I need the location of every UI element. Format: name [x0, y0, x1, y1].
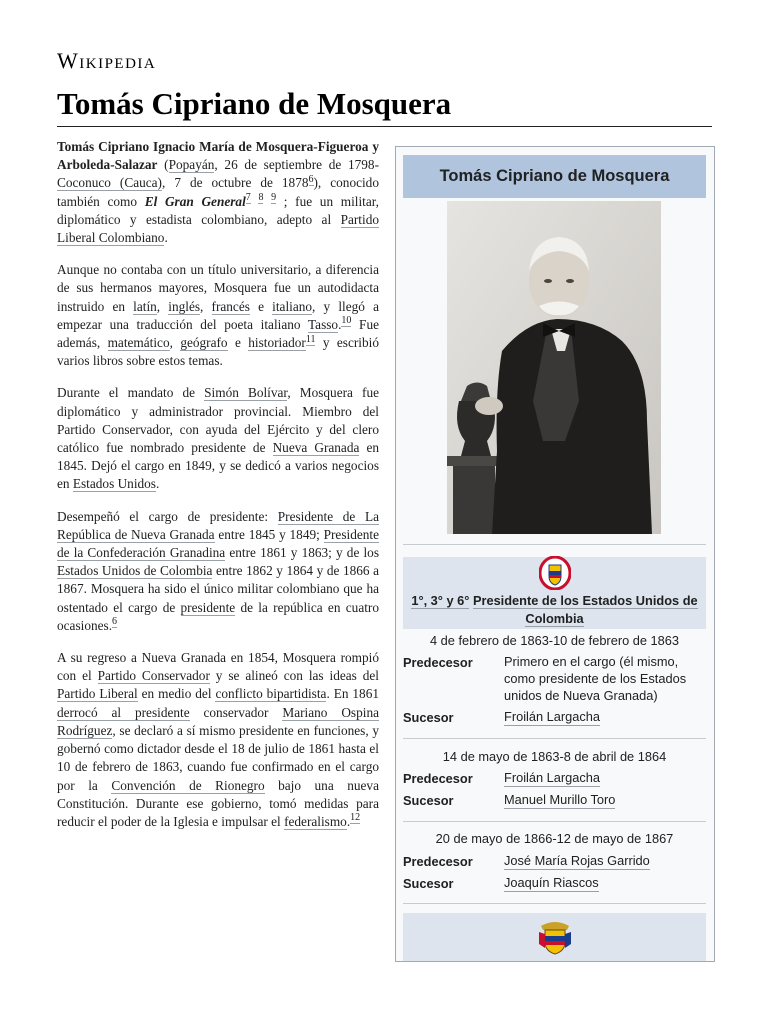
- link-partido-conservador[interactable]: Partido Conservador: [97, 668, 210, 684]
- infobox-divider: [403, 738, 706, 739]
- text: , Mosquera fue diplomático y administrador provincial. Miembro del Partido Conservador, con ayuda del Ejército y del clero católico fue nombrado presidente de: [57, 385, 379, 456]
- text: en 1845. Dejó el cargo en 1849, y se dedicó a varios negocios en: [57, 440, 380, 492]
- text: , 7 de octubre de 1878: [162, 175, 309, 191]
- term-2-predecessor-link[interactable]: Froilán Largacha: [504, 770, 601, 785]
- link-derroco[interactable]: derrocó al presidente: [57, 704, 190, 720]
- article-body: [57, 138, 379, 845]
- link-partido-liberal-colombiano[interactable]: Partido Liberal Colombiano: [57, 211, 379, 246]
- text: , se declaró a sí mismo presidente en funciones, y gobernó como dictador desde el 18 de julio de 1861 hasta el 10 de febrero de 1863, cuando fue confirmado en el cargo por la: [57, 722, 379, 793]
- ref-10[interactable]: 10: [341, 315, 352, 327]
- link-presidente-nueva-granada[interactable]: Presidente de La República de Nueva Granada: [57, 508, 379, 542]
- text: , 26 de septiembre de 1798-: [214, 157, 379, 173]
- text: .: [338, 316, 342, 332]
- term-1-predecessor-label: Predecesor: [403, 655, 473, 670]
- term-2-period: 14 de mayo de 1863-8 de abril de 1864: [442, 749, 667, 764]
- text: en medio del: [137, 686, 216, 702]
- link-latin[interactable]: latín: [133, 298, 157, 314]
- paragraph-presidency: [57, 508, 379, 635]
- ref-9[interactable]: 9: [271, 192, 277, 204]
- alias: El Gran General: [144, 193, 246, 209]
- coat-of-arms-icon: [539, 556, 571, 590]
- ref-7[interactable]: 7: [245, 192, 251, 204]
- term-1-successor-label: Sucesor: [403, 710, 454, 725]
- infobox-divider: [403, 544, 706, 545]
- portrait-image: [447, 201, 661, 534]
- text: y se alineó con las ideas del: [209, 668, 379, 684]
- link-frances[interactable]: francés: [211, 298, 250, 314]
- text: .: [346, 813, 351, 829]
- text: Aunque no contaba con un título universitario, a diferencia de sus hermanos mayores, Mosquera fue un autodidacta instruido en: [57, 262, 379, 314]
- link-office[interactable]: Presidente de los Estados Unidos de Colombia: [472, 593, 698, 626]
- term-1-period: 4 de febrero de 1863-10 de febrero de 1863: [429, 633, 680, 648]
- term-2-successor-link[interactable]: Manuel Murillo Toro: [504, 792, 616, 807]
- link-simon-bolivar[interactable]: Simón Bolívar: [204, 385, 288, 401]
- link-conflicto-bipartidista[interactable]: conflicto bipartidista: [215, 686, 327, 702]
- text: conservador: [189, 704, 283, 720]
- link-historiador[interactable]: historiador: [248, 335, 306, 351]
- link-tasso[interactable]: Tasso: [307, 316, 339, 332]
- office-title: [403, 592, 706, 628]
- text: e: [227, 335, 249, 351]
- text: , y llegó a empezar una traducción del poeta italiano: [57, 298, 379, 332]
- paragraph-career: [57, 384, 379, 493]
- text: y escribió varios libros sobre estos temas.: [57, 335, 379, 369]
- paragraph-return: [57, 649, 379, 831]
- portrait-photo[interactable]: [447, 201, 661, 534]
- link-coconuco[interactable]: Coconuco (Cauca): [57, 175, 162, 191]
- text: entre 1845 y 1849;: [214, 526, 324, 542]
- link-estados-unidos[interactable]: Estados Unidos: [72, 476, 156, 492]
- link-presidente-confederacion[interactable]: Presidente de la Confederación Granadina: [57, 526, 379, 561]
- text: entre 1862 y 1864 y de 1866 a 1867. Mosquera ha sido el único militar colombiano que ha ostentado el cargo de: [57, 563, 379, 615]
- infobox: [395, 146, 715, 962]
- ref-6b[interactable]: 6: [112, 616, 118, 628]
- wikipedia-logo[interactable]: Wikipedia: [57, 48, 157, 73]
- text: ), conocido también como: [57, 175, 379, 209]
- text: ,: [169, 335, 181, 351]
- text: ,: [156, 298, 169, 314]
- link-italiano[interactable]: italiano: [272, 298, 313, 314]
- term-2-predecessor-label: Predecesor: [403, 771, 473, 786]
- ref-6[interactable]: 6: [308, 173, 314, 185]
- ref-12[interactable]: 12: [350, 812, 361, 824]
- link-geografo[interactable]: geógrafo: [180, 335, 228, 351]
- term-3-predecessor-link[interactable]: José María Rojas Garrido: [504, 853, 650, 868]
- text: A su regreso a Nueva Granada en 1854, Mosquera rompió con el: [57, 650, 379, 684]
- text: ; fue un militar, diplomático y estadista colombiano, adepto al: [57, 193, 379, 227]
- link-partido-liberal[interactable]: Partido Liberal: [57, 686, 138, 702]
- link-estados-unidos-colombia[interactable]: Estados Unidos de Colombia: [57, 563, 213, 579]
- term-1-successor-link[interactable]: Froilán Largacha: [504, 709, 601, 724]
- title-divider: [57, 126, 712, 127]
- term-1-predecessor: Primero en el cargo (él mismo, como presidente de los Estados unidos de Nueva Granada): [504, 654, 687, 703]
- term-3-successor-link[interactable]: Joaquín Riascos: [504, 875, 599, 890]
- text: .: [164, 230, 168, 246]
- link-matematico[interactable]: matemático: [107, 335, 170, 351]
- text: ,: [200, 298, 212, 314]
- link-ingles[interactable]: inglés: [168, 298, 201, 314]
- text: Durante el mandato de: [57, 385, 205, 401]
- full-name: Tomás Cipriano Ignacio María de Mosquera-Figueroa y Arboleda-Salazar: [57, 139, 379, 173]
- ref-11[interactable]: 11: [305, 333, 316, 345]
- text: . En 1861: [326, 686, 379, 702]
- link-convencion-rionegro[interactable]: Convención de Rionegro: [111, 777, 265, 793]
- link-popayan[interactable]: Popayán: [168, 157, 215, 173]
- text: Desempeñó el cargo de presidente:: [57, 508, 278, 524]
- text: e: [249, 298, 273, 314]
- office-number[interactable]: 1°, 3° y 6°: [411, 593, 470, 608]
- text: .: [155, 476, 160, 492]
- link-nueva-granada[interactable]: Nueva Granada: [272, 440, 360, 456]
- link-mariano-ospina[interactable]: Mariano Ospina Rodríguez: [57, 704, 379, 738]
- infobox-divider: [403, 903, 706, 904]
- term-2-successor-label: Sucesor: [403, 793, 454, 808]
- term-3-period: 20 de mayo de 1866-12 de mayo de 1867: [435, 831, 674, 846]
- text: entre 1861 y 1863; y de los: [225, 545, 380, 561]
- paragraph-education: [57, 261, 379, 370]
- text: bajo una nueva Constitución. Durante ese gobierno, tomó medidas para reducir el poder de la Iglesia e impulsar el: [57, 777, 379, 829]
- term-3-predecessor-label: Predecesor: [403, 854, 473, 869]
- infobox-divider: [403, 821, 706, 822]
- infobox-title: Tomás Cipriano de Mosquera: [403, 155, 706, 198]
- text: de la república en cuatro ocasiones.: [57, 599, 379, 633]
- text: Fue además,: [57, 316, 379, 351]
- ref-8[interactable]: 8: [258, 192, 264, 204]
- term-3-successor-label: Sucesor: [403, 876, 454, 891]
- paragraph-intro: Tomás Cipriano Ignacio María de Mosquera-Figueroa y Arboleda-Salazar (Popayán, 26 de septiembre de 1798-Coconuco (Cauca), 7 de octubre de 1878$^6$), conocido también como El Gran General$^7$ $^8$ $^9$ ; fue un militar, diplomático y estadista colombiano, adepto al Partido Liberal Colombiano.: [57, 139, 379, 246]
- link-presidente[interactable]: presidente: [180, 599, 236, 615]
- page-title: Tomás Cipriano de Mosquera: [57, 86, 452, 121]
- coat-of-arms-icon: [537, 918, 573, 956]
- link-federalismo[interactable]: federalismo: [284, 813, 347, 829]
